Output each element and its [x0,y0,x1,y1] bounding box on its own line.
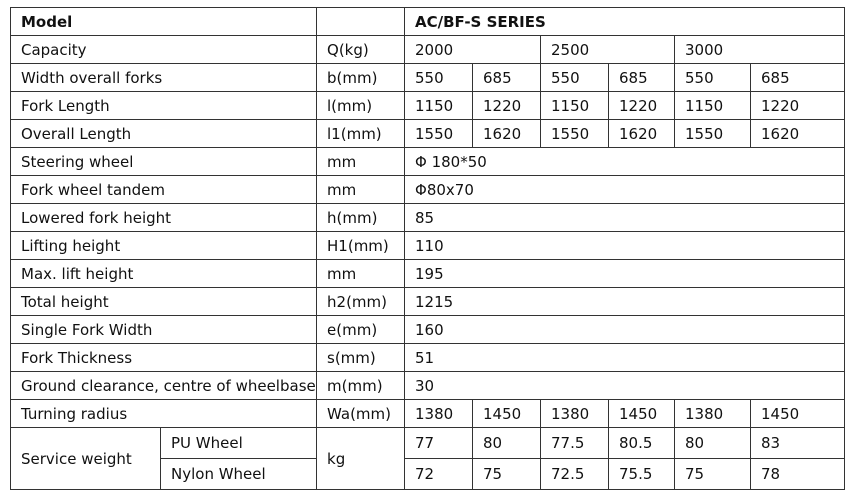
overall-length-value: 1550 [541,120,609,148]
fork-length-value: 1220 [473,92,541,120]
thickness-label: Fork Thickness [11,344,317,372]
service-pu-row [11,428,845,459]
capacity-value: 3000 [675,36,845,64]
overall-length-row [11,120,845,148]
lowered-unit: h(mm) [317,204,405,232]
turning-row [11,400,845,428]
nylon-wheel-label: Nylon Wheel [161,459,317,490]
max-lift-unit: mm [317,260,405,288]
steering-label: Steering wheel [11,148,317,176]
nylon-wheel-value: 72.5 [541,459,609,490]
series-title: AC/BF-S SERIES [405,8,845,36]
pu-wheel-value: 80.5 [609,428,675,459]
turning-value: 1450 [751,400,845,428]
nylon-wheel-value: 75 [675,459,751,490]
spec-table [10,7,845,490]
tandem-row [11,176,845,204]
tandem-label: Fork wheel tandem [11,176,317,204]
pu-wheel-value: 83 [751,428,845,459]
overall-length-value: 1620 [751,120,845,148]
fork-length-value: 1220 [751,92,845,120]
service-weight-label: Service weight [11,428,161,490]
turning-value: 1380 [675,400,751,428]
fork-length-row [11,92,845,120]
max-lift-row [11,260,845,288]
overall-length-value: 1620 [473,120,541,148]
turning-label: Turning radius [11,400,317,428]
pu-wheel-value: 80 [675,428,751,459]
lifting-unit: H1(mm) [317,232,405,260]
nylon-wheel-value: 72 [405,459,473,490]
fork-length-value: 1220 [609,92,675,120]
nylon-wheel-value: 75 [473,459,541,490]
pu-wheel-value: 77 [405,428,473,459]
fork-length-value: 1150 [541,92,609,120]
capacity-label: Capacity [11,36,317,64]
overall-length-value: 1620 [609,120,675,148]
tandem-unit: mm [317,176,405,204]
pu-wheel-value: 80 [473,428,541,459]
clearance-label: Ground clearance, centre of wheelbase [11,372,317,400]
pu-wheel-value: 77.5 [541,428,609,459]
capacity-value: 2000 [405,36,541,64]
width-unit: b(mm) [317,64,405,92]
capacity-unit: Q(kg) [317,36,405,64]
fork-length-value: 1150 [405,92,473,120]
thickness-unit: s(mm) [317,344,405,372]
max-lift-value: 195 [405,260,845,288]
single-fork-row [11,316,845,344]
steering-row [11,148,845,176]
pu-wheel-label: PU Wheel [161,428,317,459]
total-height-value: 1215 [405,288,845,316]
overall-length-unit: l1(mm) [317,120,405,148]
fork-length-label: Fork Length [11,92,317,120]
width-value: 550 [405,64,473,92]
header-row [11,8,845,36]
width-row [11,64,845,92]
overall-length-label: Overall Length [11,120,317,148]
capacity-value: 2500 [541,36,675,64]
width-value: 685 [751,64,845,92]
tandem-value: Φ80x70 [405,176,845,204]
lowered-row [11,204,845,232]
width-label: Width overall forks [11,64,317,92]
lowered-value: 85 [405,204,845,232]
capacity-row [11,36,845,64]
turning-value: 1450 [473,400,541,428]
lifting-row [11,232,845,260]
thickness-row [11,344,845,372]
width-value: 685 [609,64,675,92]
thickness-value: 51 [405,344,845,372]
fork-length-value: 1150 [675,92,751,120]
total-height-row [11,288,845,316]
model-label: Model [11,8,317,36]
turning-value: 1380 [405,400,473,428]
turning-value: 1380 [541,400,609,428]
overall-length-value: 1550 [405,120,473,148]
turning-value: 1450 [609,400,675,428]
overall-length-value: 1550 [675,120,751,148]
fork-length-unit: l(mm) [317,92,405,120]
clearance-row [11,372,845,400]
steering-value: Φ 180*50 [405,148,845,176]
single-fork-value: 160 [405,316,845,344]
width-value: 685 [473,64,541,92]
single-fork-label: Single Fork Width [11,316,317,344]
lifting-label: Lifting height [11,232,317,260]
service-weight-unit: kg [317,428,405,490]
lowered-label: Lowered fork height [11,204,317,232]
steering-unit: mm [317,148,405,176]
lifting-value: 110 [405,232,845,260]
clearance-unit: m(mm) [317,372,405,400]
max-lift-label: Max. lift height [11,260,317,288]
nylon-wheel-value: 75.5 [609,459,675,490]
total-height-unit: h2(mm) [317,288,405,316]
clearance-value: 30 [405,372,845,400]
turning-unit: Wa(mm) [317,400,405,428]
width-value: 550 [675,64,751,92]
header-unit-empty [317,8,405,36]
width-value: 550 [541,64,609,92]
total-height-label: Total height [11,288,317,316]
single-fork-unit: e(mm) [317,316,405,344]
nylon-wheel-value: 78 [751,459,845,490]
